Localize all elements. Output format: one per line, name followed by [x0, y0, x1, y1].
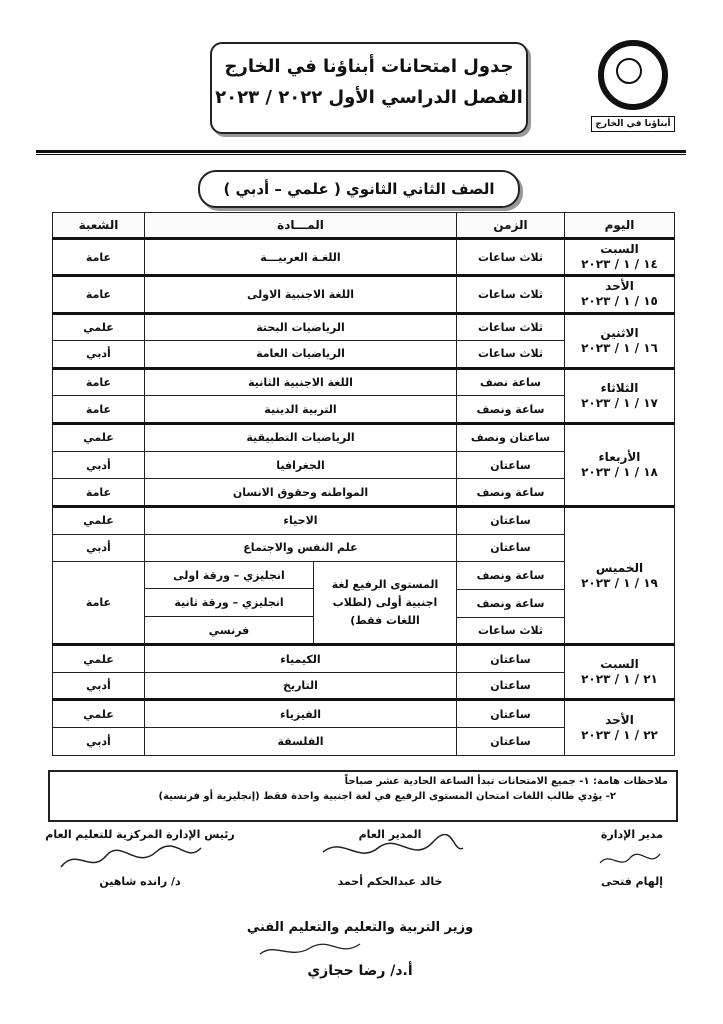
time-cell: ساعة ونصف [457, 479, 565, 507]
grade-label: الصف الثاني الثانوي ( علمي – أدبي ) [198, 170, 520, 208]
language-subject: انجليزي – ورقة اولى [145, 562, 314, 589]
branch-cell: عامة [53, 276, 145, 313]
time-cell: ساعتان [457, 506, 565, 534]
day-name: الاثنين [600, 325, 639, 340]
day-date: ١٦ / ١ / ٢٠٢٣ [581, 340, 658, 355]
subject-cell: اللغة الاجنبية الثانية [145, 368, 457, 396]
signature-name: إلهام فتحى [601, 875, 663, 888]
time-cell: ثلاث ساعات [457, 276, 565, 313]
day-name: الأحد [605, 713, 634, 728]
time-cell: ساعتان [457, 700, 565, 728]
header-branch: الشعبة [53, 213, 145, 239]
branch-cell: أدبي [53, 341, 145, 369]
time-cell: ثلاث ساعات [457, 617, 565, 645]
table-row [53, 276, 675, 313]
time-cell: ساعة ونصف [457, 396, 565, 424]
branch-cell: عامة [53, 479, 145, 507]
signature-name: د/ رانده شاهين [99, 875, 181, 888]
time-cell: ساعتان [457, 728, 565, 756]
emblem-icon [598, 40, 668, 110]
table-row [53, 645, 675, 673]
time-cell: ساعتان [457, 451, 565, 479]
page-title: جدول امتحانات أبناؤنا في الخارج [224, 56, 514, 77]
branch-cell: عامة [53, 396, 145, 424]
table-row [53, 424, 675, 452]
day-cell [565, 239, 675, 276]
day-cell [565, 276, 675, 313]
header-subject: المـــادة [145, 213, 457, 239]
day-date: ١٧ / ١ / ٢٠٢٣ [581, 395, 658, 410]
subject-cell: علم النفس والاجتماع [145, 534, 457, 562]
branch-cell: عامة [53, 239, 145, 276]
subject-cell: الرياضيات البحتة [145, 313, 457, 341]
time-cell: ثلاث ساعات [457, 239, 565, 276]
language-level-label: المستوى الرفيع لغة اجنبية أولى (لطلاب اللغات فقط) [314, 562, 457, 643]
handwritten-signature [56, 842, 206, 878]
logo-tag: أبناؤنا في الخارج [591, 116, 674, 132]
time-cell: ثلاث ساعات [457, 313, 565, 341]
day-date: ٢٢ / ١ / ٢٠٢٣ [581, 728, 658, 743]
day-name: الأربعاء [598, 450, 641, 465]
signature-title: المدير العام [358, 828, 422, 841]
ministry-logo [578, 38, 688, 129]
signature-name: أ.د/ رضا حجازي [307, 963, 413, 979]
subject-cell: اللغـة العربيـــة [145, 239, 457, 276]
time-cell: ساعة ونصف [457, 562, 565, 590]
language-subject: انجليزي – ورقة ثانية [145, 589, 314, 617]
exam-table [52, 212, 675, 756]
branch-cell: علمي [53, 645, 145, 673]
day-date: ٢١ / ١ / ٢٠٢٣ [581, 672, 658, 687]
day-date: ١٩ / ١ / ٢٠٢٣ [581, 575, 658, 590]
time-cell: ساعتان ونصف [457, 424, 565, 452]
branch-cell: عامة [53, 368, 145, 396]
day-cell [565, 368, 675, 423]
time-cell: ساعتان [457, 672, 565, 700]
branch-cell: عامة [53, 562, 145, 645]
day-cell [565, 424, 675, 507]
day-name: الثلاثاء [600, 380, 639, 395]
subject-cell [145, 562, 457, 645]
language-subject: فرنسي [208, 623, 250, 637]
note-2: ٢- يؤدي طالب اللغات امتحان المستوى الرفيع في لغة اجنبية واحدة فقط (إنجليزية أو فرنسية) [158, 791, 616, 802]
signature-title: رئيس الإدارة المركزية للتعليم العام [45, 828, 235, 841]
subject-cell: الرياضيات العامة [145, 341, 457, 369]
day-cell [565, 645, 675, 700]
time-cell: ثلاث ساعات [457, 341, 565, 369]
day-cell [565, 700, 675, 756]
branch-cell: علمي [53, 700, 145, 728]
time-cell: ساعة نصف [457, 368, 565, 396]
time-cell: ساعتان [457, 534, 565, 562]
day-name: الأحد [605, 279, 634, 294]
handwritten-signature [318, 834, 468, 870]
page-subtitle: الفصل الدراسي الأول ٢٠٢٢ / ٢٠٢٣ [215, 87, 523, 108]
branch-cell: علمي [53, 313, 145, 341]
table-row [53, 506, 675, 534]
table-row [53, 239, 675, 276]
branch-cell: أدبي [53, 451, 145, 479]
subject-cell: التاريخ [145, 672, 457, 700]
branch-cell: علمي [53, 506, 145, 534]
subject-cell: الفلسفة [145, 728, 457, 756]
note-1: ملاحظات هامة: ١- جميع الامتحانات تبدأ الساعة الحادية عشر صباحاً [344, 776, 668, 787]
subject-cell: الكيمياء [145, 645, 457, 673]
header-day: اليوم [565, 213, 675, 239]
header-time: الزمن [457, 213, 565, 239]
table-row [53, 700, 675, 728]
day-name: السبت [600, 657, 639, 672]
day-date: ١٥ / ١ / ٢٠٢٣ [581, 294, 658, 309]
divider [36, 154, 686, 155]
day-date: ١٤ / ١ / ٢٠٢٣ [581, 257, 658, 272]
language-subtable [145, 562, 456, 643]
subject-cell: الرياضيات التطبيقية [145, 424, 457, 452]
branch-cell: أدبي [53, 728, 145, 756]
handwritten-signature [255, 938, 365, 964]
time-cell: ساعة ونصف [457, 589, 565, 617]
title-box [210, 42, 528, 134]
signature-title: مدير الإدارة [600, 828, 664, 841]
branch-cell: أدبي [53, 534, 145, 562]
day-name: الخميس [595, 560, 644, 575]
day-cell [565, 313, 675, 368]
signature-name: خالد عبدالحكم أحمد [337, 875, 443, 888]
subject-cell: المواطنه وحقوق الانسان [145, 479, 457, 507]
subject-cell: الفيزياء [145, 700, 457, 728]
subject-cell: الاحياء [145, 506, 457, 534]
notes-box [48, 770, 678, 822]
table-row [53, 368, 675, 396]
day-name: السبت [600, 242, 639, 257]
handwritten-signature [595, 848, 665, 874]
divider [36, 150, 686, 153]
branch-cell: أدبي [53, 672, 145, 700]
time-cell: ساعتان [457, 645, 565, 673]
table-row [53, 313, 675, 341]
subject-cell: الجغرافيا [145, 451, 457, 479]
exam-table-body [53, 239, 675, 756]
day-date: ١٨ / ١ / ٢٠٢٣ [581, 465, 658, 480]
day-cell [565, 506, 675, 644]
branch-cell: علمي [53, 424, 145, 452]
subject-cell: التربية الدينية [145, 396, 457, 424]
subject-cell: اللغة الاجنبية الاولى [145, 276, 457, 313]
signature-title: وزير التربية والتعليم والتعليم الفني [246, 920, 474, 935]
